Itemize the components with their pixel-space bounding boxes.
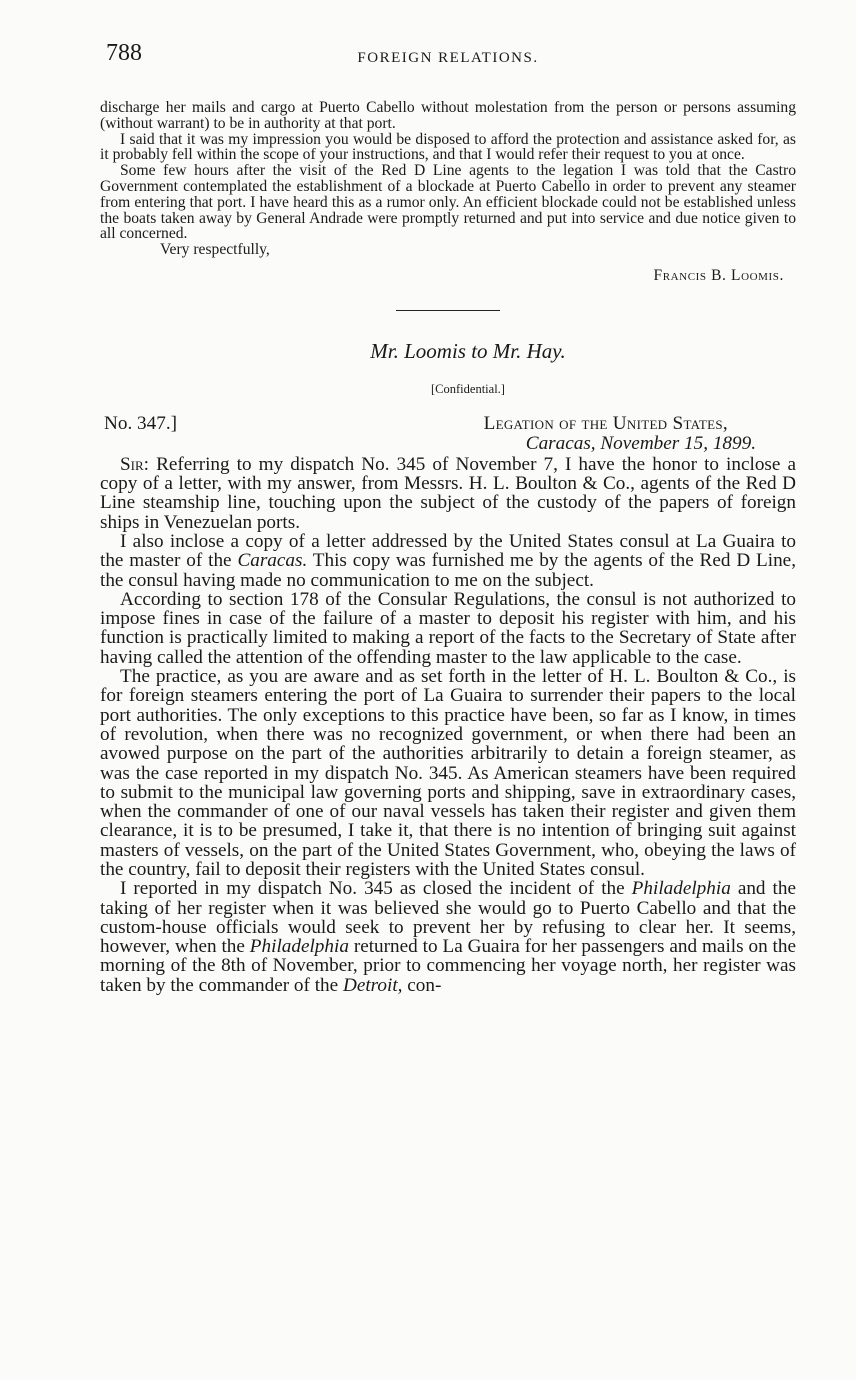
letter-body [100, 455, 796, 995]
paragraph [100, 532, 796, 590]
dispatch-number: No. 347.] [104, 412, 178, 434]
paragraph [100, 455, 796, 532]
salutation: Sir: [120, 453, 150, 475]
paragraph: The practice, as you are aware and as set forth in the letter of H. L. Boulton & Co., is for foreign steamers entering the port of La Guaira to surrender their papers to the local port authorities. The only exceptions to this practice have been, so far as I know, in times of revolution, when there was no recognized government, or when there had been an avowed purpose on the part of the authorities arbitrarily to detain a foreign steamer, as was the case reported in my dispatch No. 345. As American steamers have been required to submit to the municipal law governing ports and shipping, save in extraordinary cases, when the commander of one of our naval vessels has taken their register and given them clearance, it is to be presumed, I take it, that there is no intention of bringing suit against masters of vessels, on the part of the United States Government, who, obeying the laws of the country, fail to deposit their registers with the United States consul. [100, 666, 796, 880]
paragraph-text: I also inclose a copy of a letter addressed by the United States consul at La Guaira to the master of the [100, 530, 796, 572]
signature: Francis B. Loomis. [653, 266, 784, 284]
letter-continuation [100, 100, 796, 284]
running-head: FOREIGN RELATIONS. [357, 50, 539, 66]
closing: Very respectfully, [160, 241, 270, 259]
ship-name: Detroit, [342, 974, 403, 996]
paragraph: I said that it was my impression you would be disposed to afford the protection and assistance asked for, as it probably fell within the scope of your instructions, and that I would refer their request to you at once. [100, 130, 796, 164]
legation-line: Legation of the United States, [483, 412, 728, 434]
page-header [100, 40, 796, 74]
paragraph-text: con- [402, 974, 442, 996]
place-date: Caracas, November 15, 1899. [525, 432, 756, 454]
ship-name: Caracas. [237, 550, 308, 572]
paragraph: Some few hours after the visit of the Red D Line agents to the legation I was told that the Castro Government contemplated the establishment of a blockade at Puerto Cabello in order to prevent any steamer from entering that port. I have heard this as a rumor only. An efficient blockade could not be established unless the boats taken away by General Andrade were promptly returned and put into service and due notice given to all concerned. [100, 162, 796, 243]
confidential-note: [Confidential.] [431, 381, 505, 396]
section-divider [396, 310, 500, 311]
paragraph: According to section 178 of the Consular Regulations, the consul is not authorized to impose fines in case of the failure of a master to deposit his register with him, and his function is practically limited to making a report of the facts to the Secretary of State after having called the attention of the offending master to the law applicable to the case. [100, 588, 796, 668]
paragraph-text: I reported in my dispatch No. 345 as closed the incident of the [120, 878, 632, 900]
ship-name: Philadelphia [631, 878, 731, 900]
ship-name: Philadelphia [249, 936, 349, 958]
paragraph-text: Referring to my dispatch No. 345 of November 7, I have the honor to inclose a copy of a letter, with my answer, from Messrs. H. L. Boulton & Co., agents of the Red D Line steamship line, touching upon the subject of the custody of the papers of foreign ships in Venezuelan ports. [100, 453, 796, 533]
dateline [100, 407, 796, 454]
paragraph: discharge her mails and cargo at Puerto Cabello without molestation from the person or persons assuming (without warrant) to be in authority at that port. [100, 99, 796, 132]
paragraph-text: This copy was furnished me by the agents of the Red D Line, the consul having made no communication to me on the subject. [100, 550, 796, 591]
page-number: 788 [106, 40, 142, 66]
paragraph [100, 879, 796, 995]
paragraph-text: returned to La Guaira for her passengers and mails on the morning of the 8th of November, prior to commencing her voyage north, her register was taken by the commander of the [100, 936, 797, 996]
paragraph-text: and the taking of her register when it was believed she would go to Puerto Cabello and that the custom-house officials would seek to prevent her by refusing to clear her. It seems, however, when the [100, 878, 796, 958]
letter-title: Mr. Loomis to Mr. Hay. [370, 338, 566, 363]
document-page [100, 40, 796, 995]
